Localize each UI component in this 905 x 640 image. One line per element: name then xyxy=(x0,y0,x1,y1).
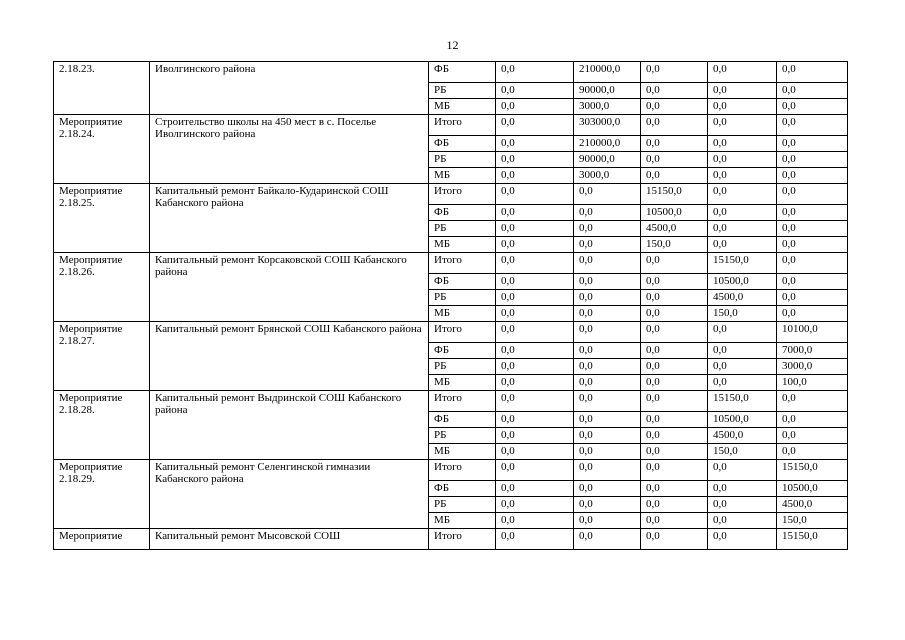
amount-cell: 0,0 xyxy=(496,529,574,550)
measure-label: Мероприятие 2.18.24. xyxy=(54,115,150,184)
amount-cell: 0,0 xyxy=(708,205,777,221)
funding-source-cell: Итого xyxy=(429,529,496,550)
funding-source-cell: ФБ xyxy=(429,274,496,290)
amount-cell: 0,0 xyxy=(641,428,708,444)
amount-cell: 0,0 xyxy=(708,529,777,550)
amount-cell: 15150,0 xyxy=(777,460,848,481)
amount-cell: 10500,0 xyxy=(708,412,777,428)
amount-cell: 0,0 xyxy=(708,375,777,391)
amount-cell: 0,0 xyxy=(496,237,574,253)
amount-cell: 0,0 xyxy=(708,237,777,253)
amount-cell: 0,0 xyxy=(496,168,574,184)
amount-cell: 10500,0 xyxy=(777,481,848,497)
measure-label: Мероприятие 2.18.25. xyxy=(54,184,150,253)
table-row xyxy=(54,460,848,481)
amount-cell: 0,0 xyxy=(641,290,708,306)
amount-cell: 0,0 xyxy=(496,513,574,529)
amount-cell: 0,0 xyxy=(777,412,848,428)
amount-cell: 90000,0 xyxy=(574,152,641,168)
measure-title: Капитальный ремонт Мысовской СОШ xyxy=(150,529,429,550)
amount-cell: 100,0 xyxy=(777,375,848,391)
funding-source-cell: ФБ xyxy=(429,481,496,497)
amount-cell: 0,0 xyxy=(496,375,574,391)
funding-source-cell: ФБ xyxy=(429,343,496,359)
amount-cell: 0,0 xyxy=(574,359,641,375)
funding-source-cell: РБ xyxy=(429,83,496,99)
amount-cell: 0,0 xyxy=(777,83,848,99)
amount-cell: 0,0 xyxy=(574,306,641,322)
amount-cell: 0,0 xyxy=(777,205,848,221)
amount-cell: 0,0 xyxy=(641,513,708,529)
amount-cell: 0,0 xyxy=(777,253,848,274)
funding-source-cell: ФБ xyxy=(429,205,496,221)
amount-cell: 0,0 xyxy=(641,62,708,83)
amount-cell: 0,0 xyxy=(641,497,708,513)
amount-cell: 150,0 xyxy=(708,306,777,322)
funding-source-cell: Итого xyxy=(429,460,496,481)
measure-title: Капитальный ремонт Корсаковской СОШ Кабанского района xyxy=(150,253,429,322)
amount-cell: 0,0 xyxy=(574,322,641,343)
amount-cell: 0,0 xyxy=(496,184,574,205)
funding-source-cell: РБ xyxy=(429,428,496,444)
funding-source-cell: МБ xyxy=(429,99,496,115)
amount-cell: 0,0 xyxy=(496,391,574,412)
amount-cell: 0,0 xyxy=(496,444,574,460)
amount-cell: 303000,0 xyxy=(574,115,641,136)
amount-cell: 0,0 xyxy=(708,62,777,83)
amount-cell: 0,0 xyxy=(777,428,848,444)
amount-cell: 210000,0 xyxy=(574,136,641,152)
amount-cell: 0,0 xyxy=(574,529,641,550)
table-row xyxy=(54,391,848,412)
table-row xyxy=(54,529,848,550)
amount-cell: 0,0 xyxy=(574,237,641,253)
amount-cell: 0,0 xyxy=(777,221,848,237)
amount-cell: 0,0 xyxy=(708,168,777,184)
measure-label: Мероприятие 2.18.28. xyxy=(54,391,150,460)
amount-cell: 0,0 xyxy=(574,253,641,274)
amount-cell: 150,0 xyxy=(708,444,777,460)
amount-cell: 0,0 xyxy=(708,513,777,529)
amount-cell: 0,0 xyxy=(777,99,848,115)
funding-source-cell: МБ xyxy=(429,444,496,460)
amount-cell: 0,0 xyxy=(496,62,574,83)
amount-cell: 0,0 xyxy=(641,391,708,412)
amount-cell: 0,0 xyxy=(641,136,708,152)
amount-cell: 0,0 xyxy=(641,444,708,460)
amount-cell: 0,0 xyxy=(496,460,574,481)
amount-cell: 0,0 xyxy=(777,391,848,412)
amount-cell: 0,0 xyxy=(574,290,641,306)
amount-cell: 0,0 xyxy=(496,412,574,428)
amount-cell: 3000,0 xyxy=(574,168,641,184)
amount-cell: 0,0 xyxy=(641,168,708,184)
amount-cell: 90000,0 xyxy=(574,83,641,99)
funding-source-cell: ФБ xyxy=(429,136,496,152)
amount-cell: 0,0 xyxy=(641,460,708,481)
amount-cell: 0,0 xyxy=(574,513,641,529)
amount-cell: 0,0 xyxy=(574,205,641,221)
amount-cell: 3000,0 xyxy=(574,99,641,115)
measure-label: Мероприятие 2.18.27. xyxy=(54,322,150,391)
amount-cell: 0,0 xyxy=(777,444,848,460)
budget-table xyxy=(53,61,848,550)
amount-cell: 0,0 xyxy=(708,497,777,513)
amount-cell: 10500,0 xyxy=(641,205,708,221)
amount-cell: 0,0 xyxy=(708,184,777,205)
amount-cell: 10100,0 xyxy=(777,322,848,343)
amount-cell: 150,0 xyxy=(777,513,848,529)
funding-source-cell: РБ xyxy=(429,221,496,237)
amount-cell: 0,0 xyxy=(708,343,777,359)
amount-cell: 0,0 xyxy=(496,306,574,322)
amount-cell: 0,0 xyxy=(574,428,641,444)
amount-cell: 0,0 xyxy=(708,152,777,168)
amount-cell: 0,0 xyxy=(574,184,641,205)
amount-cell: 0,0 xyxy=(641,322,708,343)
amount-cell: 0,0 xyxy=(777,168,848,184)
amount-cell: 0,0 xyxy=(496,99,574,115)
funding-source-cell: МБ xyxy=(429,306,496,322)
measure-label: Мероприятие xyxy=(54,529,150,550)
amount-cell: 0,0 xyxy=(574,375,641,391)
table-row xyxy=(54,253,848,274)
funding-source-cell: Итого xyxy=(429,391,496,412)
funding-source-cell: МБ xyxy=(429,513,496,529)
amount-cell: 0,0 xyxy=(496,359,574,375)
funding-source-cell: МБ xyxy=(429,375,496,391)
amount-cell: 0,0 xyxy=(641,343,708,359)
amount-cell: 0,0 xyxy=(641,359,708,375)
table-row xyxy=(54,322,848,343)
amount-cell: 0,0 xyxy=(777,115,848,136)
amount-cell: 0,0 xyxy=(496,115,574,136)
amount-cell: 0,0 xyxy=(641,152,708,168)
amount-cell: 0,0 xyxy=(641,99,708,115)
funding-source-cell: Итого xyxy=(429,184,496,205)
funding-source-cell: МБ xyxy=(429,237,496,253)
measure-title: Капитальный ремонт Байкало-Кударинской СОШ Кабанского района xyxy=(150,184,429,253)
page-number: 12 xyxy=(446,38,459,52)
table-row xyxy=(54,184,848,205)
amount-cell: 0,0 xyxy=(708,136,777,152)
amount-cell: 210000,0 xyxy=(574,62,641,83)
amount-cell: 0,0 xyxy=(708,359,777,375)
amount-cell: 4500,0 xyxy=(641,221,708,237)
amount-cell: 10500,0 xyxy=(708,274,777,290)
table-row xyxy=(54,115,848,136)
amount-cell: 0,0 xyxy=(641,412,708,428)
amount-cell: 3000,0 xyxy=(777,359,848,375)
amount-cell: 0,0 xyxy=(496,136,574,152)
funding-source-cell: РБ xyxy=(429,152,496,168)
amount-cell: 150,0 xyxy=(641,237,708,253)
amount-cell: 0,0 xyxy=(641,83,708,99)
amount-cell: 15150,0 xyxy=(641,184,708,205)
amount-cell: 4500,0 xyxy=(708,428,777,444)
amount-cell: 0,0 xyxy=(496,83,574,99)
amount-cell: 0,0 xyxy=(777,184,848,205)
funding-source-cell: Итого xyxy=(429,322,496,343)
amount-cell: 0,0 xyxy=(574,444,641,460)
amount-cell: 0,0 xyxy=(496,274,574,290)
funding-source-cell: ФБ xyxy=(429,412,496,428)
amount-cell: 0,0 xyxy=(777,62,848,83)
amount-cell: 0,0 xyxy=(574,391,641,412)
amount-cell: 0,0 xyxy=(574,274,641,290)
amount-cell: 0,0 xyxy=(496,221,574,237)
amount-cell: 0,0 xyxy=(641,306,708,322)
funding-source-cell: РБ xyxy=(429,497,496,513)
amount-cell: 0,0 xyxy=(496,322,574,343)
amount-cell: 0,0 xyxy=(641,375,708,391)
amount-cell: 0,0 xyxy=(777,136,848,152)
measure-title: Иволгинского района xyxy=(150,62,429,115)
amount-cell: 0,0 xyxy=(777,274,848,290)
amount-cell: 0,0 xyxy=(496,205,574,221)
amount-cell: 0,0 xyxy=(496,152,574,168)
amount-cell: 0,0 xyxy=(708,115,777,136)
amount-cell: 0,0 xyxy=(708,83,777,99)
amount-cell: 0,0 xyxy=(777,306,848,322)
funding-source-cell: Итого xyxy=(429,253,496,274)
amount-cell: 15150,0 xyxy=(708,253,777,274)
amount-cell: 0,0 xyxy=(708,322,777,343)
amount-cell: 0,0 xyxy=(574,497,641,513)
amount-cell: 0,0 xyxy=(496,481,574,497)
amount-cell: 0,0 xyxy=(777,290,848,306)
funding-source-cell: РБ xyxy=(429,359,496,375)
amount-cell: 0,0 xyxy=(708,460,777,481)
funding-source-cell: Итого xyxy=(429,115,496,136)
amount-cell: 0,0 xyxy=(574,481,641,497)
measure-title: Капитальный ремонт Брянской СОШ Кабанского района xyxy=(150,322,429,391)
measure-title: Строительство школы на 450 мест в с. Поселье Иволгинского района xyxy=(150,115,429,184)
amount-cell: 0,0 xyxy=(641,274,708,290)
amount-cell: 0,0 xyxy=(574,412,641,428)
amount-cell: 0,0 xyxy=(574,343,641,359)
amount-cell: 0,0 xyxy=(708,221,777,237)
amount-cell: 0,0 xyxy=(574,221,641,237)
table-row xyxy=(54,62,848,83)
funding-source-cell: РБ xyxy=(429,290,496,306)
measure-title: Капитальный ремонт Селенгинской гимназии Кабанского района xyxy=(150,460,429,529)
amount-cell: 7000,0 xyxy=(777,343,848,359)
amount-cell: 4500,0 xyxy=(777,497,848,513)
amount-cell: 0,0 xyxy=(777,152,848,168)
amount-cell: 0,0 xyxy=(496,253,574,274)
funding-source-cell: МБ xyxy=(429,168,496,184)
amount-cell: 0,0 xyxy=(496,343,574,359)
amount-cell: 0,0 xyxy=(641,481,708,497)
amount-cell: 0,0 xyxy=(574,460,641,481)
amount-cell: 0,0 xyxy=(496,428,574,444)
amount-cell: 15150,0 xyxy=(708,391,777,412)
amount-cell: 0,0 xyxy=(708,99,777,115)
amount-cell: 0,0 xyxy=(777,237,848,253)
amount-cell: 15150,0 xyxy=(777,529,848,550)
measure-label: Мероприятие 2.18.29. xyxy=(54,460,150,529)
measure-label: 2.18.23. xyxy=(54,62,150,115)
amount-cell: 0,0 xyxy=(496,497,574,513)
amount-cell: 0,0 xyxy=(708,481,777,497)
amount-cell: 0,0 xyxy=(496,290,574,306)
amount-cell: 0,0 xyxy=(641,529,708,550)
measure-label: Мероприятие 2.18.26. xyxy=(54,253,150,322)
amount-cell: 0,0 xyxy=(641,253,708,274)
amount-cell: 4500,0 xyxy=(708,290,777,306)
amount-cell: 0,0 xyxy=(641,115,708,136)
funding-source-cell: ФБ xyxy=(429,62,496,83)
measure-title: Капитальный ремонт Выдринской СОШ Кабанского района xyxy=(150,391,429,460)
